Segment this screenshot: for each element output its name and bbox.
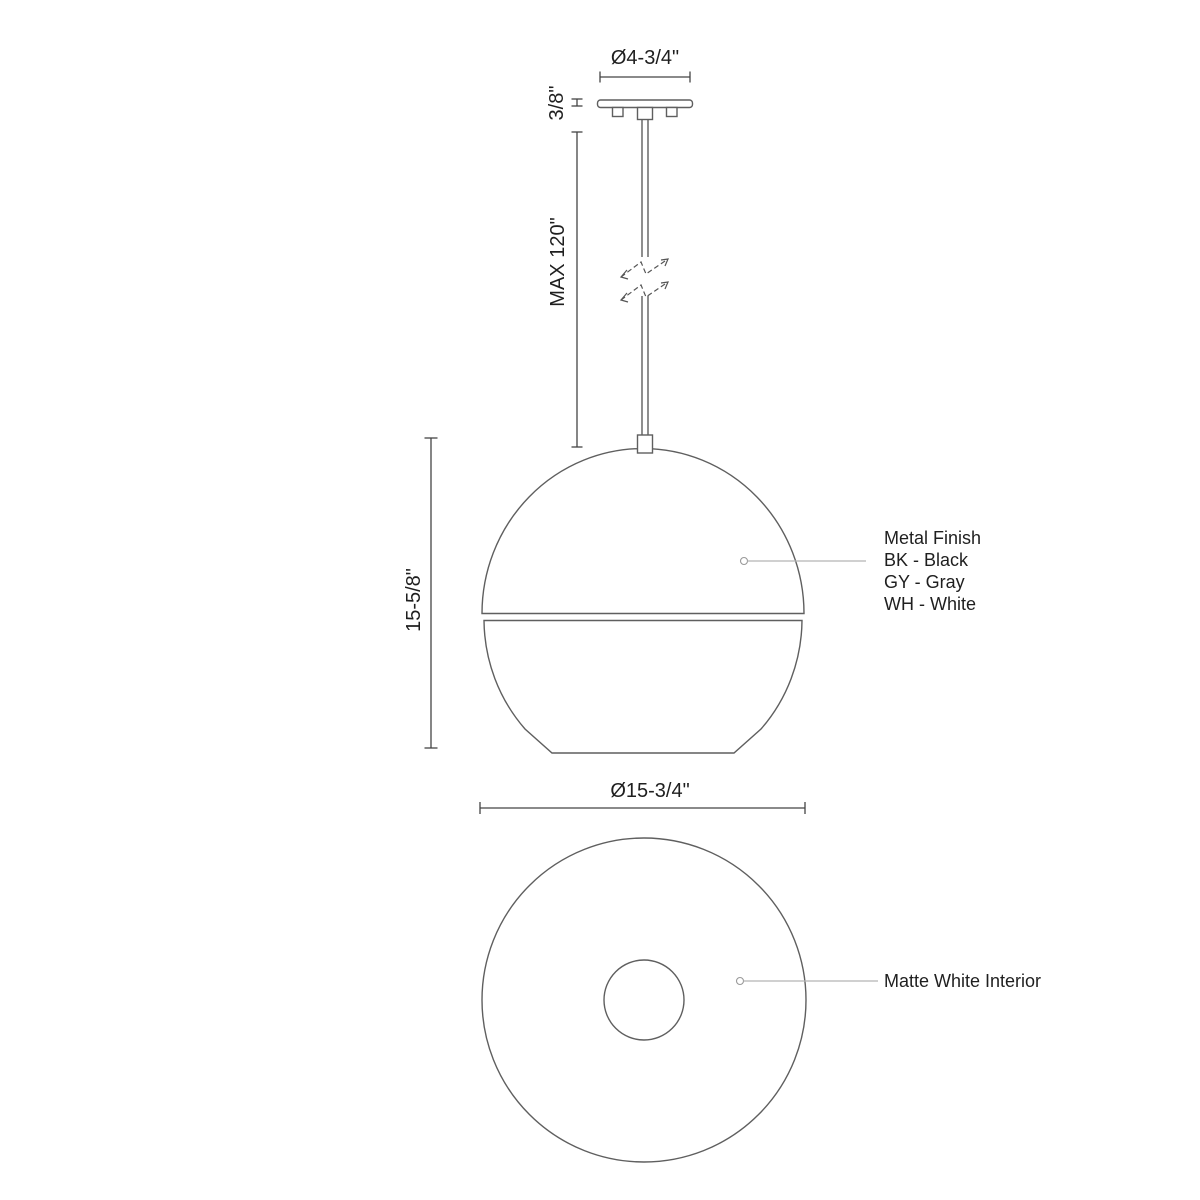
canopy-screw-left (613, 108, 624, 117)
finish-note-title: Metal Finish (884, 528, 982, 548)
finish-option-black: BK - Black (884, 550, 969, 570)
suspension-stem-drawing (642, 120, 648, 437)
bottom-diameter-label: Ø15-3/4" (610, 780, 690, 802)
metal-finish-callout (741, 528, 982, 614)
finish-leader-dot (741, 558, 748, 565)
sphere-top-fitting (638, 435, 653, 453)
sphere-shade-front-view (482, 435, 804, 753)
break-zigzag-upper (621, 259, 668, 277)
fixture-height-label: 15-5/8" (403, 568, 425, 632)
finish-option-gray: GY - Gray (884, 572, 965, 592)
suspension-max-label: MAX 120" (547, 217, 569, 307)
interior-note-label: Matte White Interior (884, 971, 1042, 991)
bottom-diameter-dimension (480, 780, 805, 814)
break-zigzag-lower (621, 282, 668, 300)
canopy-screw-right (667, 108, 678, 117)
canopy-plate (598, 100, 693, 108)
canopy-diameter-dimension (600, 47, 690, 83)
fixture-height-dimension (403, 438, 438, 748)
canopy-stem-fitting (638, 108, 653, 120)
bottom-view-aperture (604, 960, 684, 1040)
sphere-lower-hemisphere (484, 621, 802, 754)
finish-option-white: WH - White (884, 594, 976, 614)
canopy-height-label: 3/8" (546, 85, 568, 121)
canopy-height-dimension (546, 86, 583, 121)
canopy-drawing (598, 100, 693, 120)
canopy-diameter-label: Ø4-3/4" (610, 47, 680, 69)
sphere-shade-bottom-view (482, 838, 806, 1162)
stem-break-symbol (621, 259, 668, 302)
sphere-upper-hemisphere (482, 449, 804, 614)
suspension-length-dimension (547, 132, 583, 447)
interior-leader-dot (737, 978, 744, 985)
bottom-view-outer-rim (482, 838, 806, 1162)
interior-finish-callout (737, 971, 1042, 991)
